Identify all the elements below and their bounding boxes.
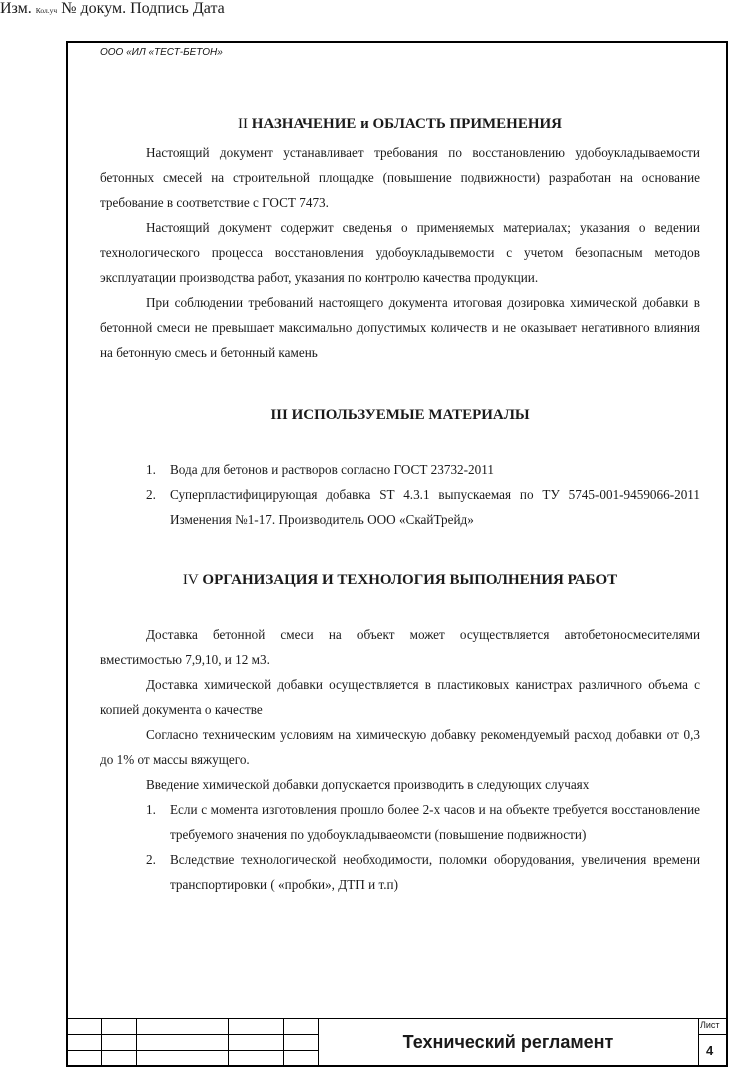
document-body <box>100 112 700 897</box>
section-4-roman: IV <box>182 572 199 588</box>
section-4-title: ОРГАНИЗАЦИЯ И ТЕХНОЛОГИЯ ВЫПОЛНЕНИЯ РАБОТ <box>202 572 618 588</box>
list-item: 2. Вследствие технологической необходимости, поломки оборудования, увеличения времени транспортировки ( «пробки», ДТП и т.п) <box>146 852 700 892</box>
document-title: Технический регламент <box>402 1032 614 1052</box>
section-2-roman: II <box>238 116 248 132</box>
list-item: 2. Суперпластифицирующая добавка ST 4.3.1 выпускаемая по ТУ 5745-001-9459066-2011 Изменения №1-17. Производитель ООО «СкайТрейд» <box>146 487 700 527</box>
section-4-paragraph: Доставка бетонной смеси на объект может осуществляется автобетоносмесителями вместимостью 7,9,10, и 12 м3. <box>100 627 700 667</box>
section-4-paragraph: Согласно техническим условиям на химическую добавку рекомендуемый расход добавки от 0,3 до 1% от массы вяжущего. <box>100 727 700 767</box>
section-2-paragraph: Настоящий документ содержит сведенья о применяемых материалах; указания о ведении технологического процесса восстановления удобоукладывемости с учетом безопасным методов эксплуатации производства работ, указания по контролю качества продукции. <box>100 220 700 285</box>
cases-list <box>100 797 700 897</box>
section-2-paragraph: Настоящий документ устанавливает требования по восстановлению удобоукладываемости бетонных смесей на строительной площадке (повышение подвижности) разработан на основание требование в соответствие с ГОСТ 7473. <box>100 145 700 210</box>
section-4-paragraph: Введение химической добавки допускается производить в следующих случаях <box>146 777 590 792</box>
sheet-number: 4 <box>706 1043 714 1058</box>
organization-header: ООО «ИЛ «ТЕСТ-БЕТОН» <box>100 47 223 58</box>
section-3-heading: III ИСПОЛЬЗУЕМЫЕ МАТЕРИАЛЫ <box>270 407 530 423</box>
section-2-heading <box>100 112 700 136</box>
list-item: 1. Если с момента изготовления прошло более 2-х часов и на объекте требуется восстановление требуемого значения по удобоукладываеомсти (повышение подвижности) <box>146 802 700 842</box>
section-2-title: НАЗНАЧЕНИЕ и ОБЛАСТЬ ПРИМЕНЕНИЯ <box>251 116 562 132</box>
stamp-sign-label: Подпись <box>130 0 189 17</box>
sheet-label: Лист <box>700 1020 720 1030</box>
section-4-heading <box>100 568 700 592</box>
list-item: 1. Вода для бетонов и растворов согласно ГОСТ 23732-2011 <box>146 462 494 477</box>
stamp-kol-label: Кол.уч <box>35 6 58 15</box>
section-2-paragraph: При соблюдении требований настоящего документа итоговая дозировка химической добавки в бетонной смеси не превышает максимально допустимых количеств и не оказывает негативного влияния на бетонную смесь и бетонный камень <box>100 295 700 360</box>
materials-list <box>100 457 700 532</box>
stamp-date-label: Дата <box>192 0 225 17</box>
section-4-paragraph: Доставка химической добавки осуществляется в пластиковых канистрах различного объема с копией документа о качестве <box>100 677 700 717</box>
stamp-izm-label: Изм. <box>0 0 32 17</box>
stamp-doc-label: № докум. <box>61 0 127 17</box>
